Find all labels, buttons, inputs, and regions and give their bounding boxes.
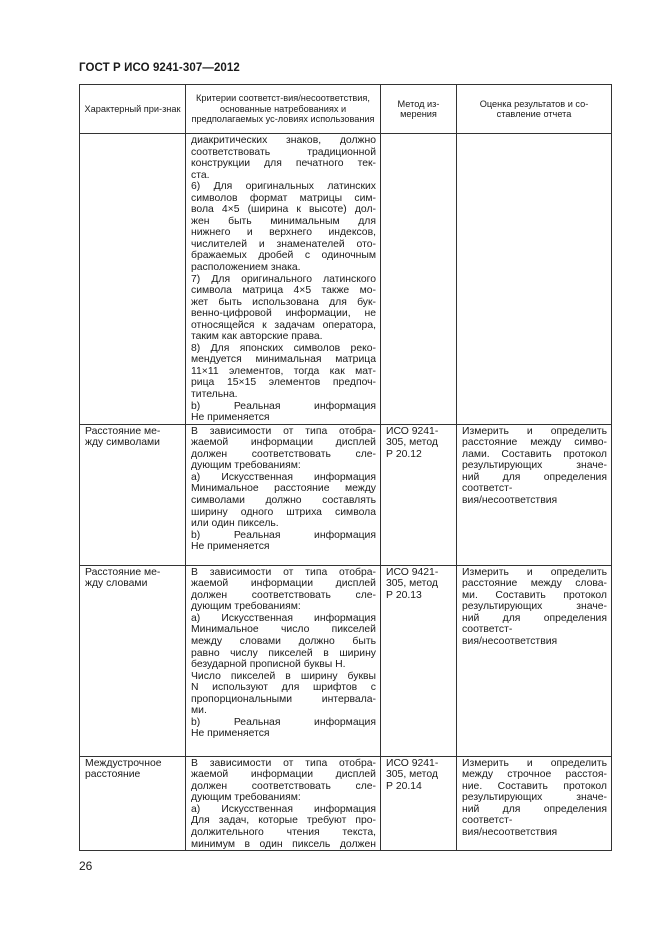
text-line: символов формат матрицы сим- xyxy=(191,192,376,204)
text-line: Междустрочное xyxy=(85,757,162,769)
text-line: ний для определения xyxy=(462,803,607,815)
header-assessment xyxy=(457,85,612,134)
text-line: диакритических знаков, должно xyxy=(191,135,376,146)
text-line: расстояние между слова- xyxy=(462,578,607,590)
text-line: 305, метод xyxy=(386,578,438,590)
text-line: вия/несоответствия xyxy=(462,635,558,647)
text-line: Не применяется xyxy=(191,541,270,553)
method-cell xyxy=(381,424,457,565)
page-number: 26 xyxy=(79,859,93,873)
text-line: дующим требованиям: xyxy=(191,792,301,804)
text-line: символа матрица 4×5 также мо- xyxy=(191,285,376,297)
text-line: бражаемых дробей с одиночным xyxy=(191,250,376,262)
text-line: ИСО 9241- xyxy=(386,425,439,437)
characteristic-cell xyxy=(80,134,186,425)
text-line: расстояние между симво- xyxy=(462,437,607,449)
text-line: нижнего и верхнего индексов, xyxy=(191,227,376,239)
method-cell xyxy=(381,565,457,756)
text-line: таким как авторские права. xyxy=(191,331,323,343)
requirements-table xyxy=(79,84,612,851)
header-characteristic xyxy=(80,85,186,134)
text-line: Не применяется xyxy=(191,412,270,424)
header-method xyxy=(381,85,457,134)
text-line: равно числу пикселей в ширину xyxy=(191,647,376,659)
text-line: знак xyxy=(162,103,181,114)
text-line: N используют для шрифтов с xyxy=(191,682,376,694)
text-line: ний для определения xyxy=(462,471,607,483)
text-line: расположением знака. xyxy=(191,262,301,274)
text-line: b) Реальная информация xyxy=(191,400,376,412)
text-line: числителей и знаменателей ото- xyxy=(191,238,376,250)
table-row xyxy=(80,565,612,756)
text-line: результирующих значе- xyxy=(462,601,607,613)
text-line: между словами должно быть xyxy=(191,635,376,647)
text-line: между строчное расстоя- xyxy=(462,769,607,781)
text-line: Измерить и определить xyxy=(462,566,607,578)
text-line: Р 20.13 xyxy=(386,589,422,601)
text-line: а) Искусственная информация xyxy=(191,612,376,624)
text-line: расстояние xyxy=(85,769,141,781)
text-line: должительного чтения текста, xyxy=(191,826,376,838)
text-line: ИСО 9241- xyxy=(386,757,439,769)
text-line: соответствовать традиционной xyxy=(191,146,376,158)
text-line: 6) Для оригинальных латинских xyxy=(191,181,376,193)
text-line: Р 20.14 xyxy=(386,780,422,792)
text-line: относящейся к задачам оператора, xyxy=(191,319,376,331)
text-line: безударной прописной буквы Н. xyxy=(191,659,346,671)
text-line: вия/несоответствия, основанные на xyxy=(219,93,370,114)
text-line: конструкции для печатного тек- xyxy=(191,158,376,170)
text-line: Минимальное число пикселей xyxy=(191,624,376,636)
text-line: вола 4×5 (ширина к высоте) дол- xyxy=(191,204,376,216)
method-cell xyxy=(381,134,457,425)
text-line: 8) Для японских символов реко- xyxy=(191,342,376,354)
method-cell xyxy=(381,756,457,850)
table-row xyxy=(80,134,612,425)
text-line: Минимальное расстояние между xyxy=(191,483,376,495)
text-line: Оценка результатов и со- xyxy=(479,98,589,109)
text-line: жаемой информации дисплей xyxy=(191,769,376,781)
text-line: мендуется минимальная матрица xyxy=(191,354,376,366)
text-line: вия/несоответствия xyxy=(462,826,558,838)
text-line: минимум в один пиксель должен xyxy=(191,838,376,850)
text-line: Не применяется xyxy=(191,728,270,740)
text-line: соответст- xyxy=(462,624,513,636)
characteristic-cell xyxy=(80,565,186,756)
text-line: результирующих значе- xyxy=(462,460,607,472)
criteria-cell xyxy=(186,756,381,850)
assessment-cell xyxy=(457,565,612,756)
text-line: ловиях использования xyxy=(277,114,375,125)
text-line: венно-цифровой информации, не xyxy=(191,308,376,320)
text-line: жаемой информации дисплей xyxy=(191,578,376,590)
text-line: ИСО 9421- xyxy=(386,566,439,578)
text-line: лами. Составить протокол xyxy=(462,448,607,460)
text-line: должен соответствовать сле- xyxy=(191,589,376,601)
text-line: жду символами xyxy=(85,437,160,449)
text-line: жен быть минимальным для xyxy=(191,215,376,227)
characteristic-cell xyxy=(80,756,186,850)
text-line: 305, метод xyxy=(386,437,438,449)
text-line: Расстояние ме- xyxy=(85,425,161,437)
text-line: мерения xyxy=(400,109,437,119)
text-line: жду словами xyxy=(85,578,148,590)
text-line: b) Реальная информация xyxy=(191,716,376,728)
text-line: Измерить и определить xyxy=(462,425,607,437)
text-line: ний для определения xyxy=(462,612,607,624)
text-line: соответст- xyxy=(462,815,513,827)
text-line: дующим требованиям: xyxy=(191,601,301,613)
text-line: b) Реальная информация xyxy=(191,529,376,541)
text-line: 11×11 элементов, тогда как мат- xyxy=(191,365,376,377)
text-line: должен соответствовать сле- xyxy=(191,448,376,460)
text-line: В зависимости от типа отобра- xyxy=(191,757,376,769)
criteria-cell xyxy=(186,424,381,565)
table-header-row xyxy=(80,85,612,134)
text-line: жет быть использована для бук- xyxy=(191,296,376,308)
text-line: рица 15×15 элементов предпоч- xyxy=(191,377,376,389)
text-line: Характерный при- xyxy=(84,103,163,114)
text-line: вия/несоответствия xyxy=(462,494,558,506)
criteria-cell xyxy=(186,565,381,756)
text-line: жаемой информации дисплей xyxy=(191,437,376,449)
text-line: требованиях и предполагаемых ус- xyxy=(191,103,347,125)
text-line: Измерить и определить xyxy=(462,757,607,769)
document-header: ГОСТ Р ИСО 9241-307—2012 xyxy=(79,62,240,74)
text-line: Критерии соответст- xyxy=(196,93,284,104)
text-line: В зависимости от типа отобра- xyxy=(191,425,376,437)
criteria-cell xyxy=(186,134,381,425)
text-line: Число пикселей в ширину буквы xyxy=(191,670,376,682)
assessment-cell xyxy=(457,424,612,565)
text-line: ширину одного штриха символа xyxy=(191,506,376,518)
text-line: должен соответствовать сле- xyxy=(191,780,376,792)
text-line: ми. xyxy=(191,705,207,717)
text-line: а) Искусственная информация xyxy=(191,803,376,815)
text-line: Расстояние ме- xyxy=(85,566,161,578)
text-line: тительна. xyxy=(191,389,238,401)
text-line: Для задач, которые требуют про- xyxy=(191,815,376,827)
text-line: ми. Составить протокол xyxy=(462,589,607,601)
assessment-cell xyxy=(457,134,612,425)
text-line: или один пиксель. xyxy=(191,518,279,530)
table-row xyxy=(80,424,612,565)
table-row xyxy=(80,756,612,850)
text-line: Р 20.12 xyxy=(386,448,422,460)
text-line: ставление отчета xyxy=(496,109,572,119)
text-line: а) Искусственная информация xyxy=(191,471,376,483)
text-line: 305, метод xyxy=(386,769,438,781)
text-line: ние. Составить протокол xyxy=(462,780,607,792)
text-line: пропорциональными интервала- xyxy=(191,693,376,705)
assessment-cell xyxy=(457,756,612,850)
text-line: дующим требованиям: xyxy=(191,460,301,472)
text-line: ста. xyxy=(191,169,210,181)
text-line: В зависимости от типа отобра- xyxy=(191,566,376,578)
text-line: соответст- xyxy=(462,483,513,495)
characteristic-cell xyxy=(80,424,186,565)
text-line: символами должно составлять xyxy=(191,494,376,506)
text-line: результирующих значе- xyxy=(462,792,607,804)
text-line: 7) Для оригинального латинского xyxy=(191,273,376,285)
text-line: Метод из- xyxy=(397,98,440,109)
header-criteria xyxy=(186,85,381,134)
